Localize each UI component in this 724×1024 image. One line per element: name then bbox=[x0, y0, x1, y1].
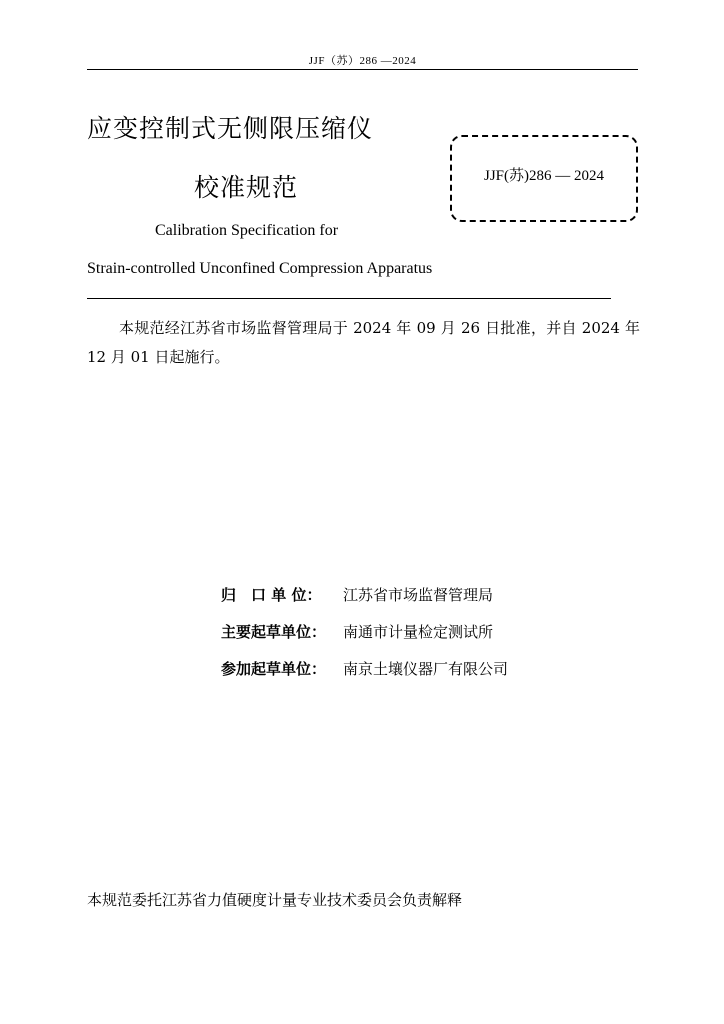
unit-row-responsible bbox=[221, 584, 508, 621]
english-title-line1: Calibration Specification for bbox=[155, 222, 339, 239]
english-title-line2: Strain-controlled Unconfined Compression Apparatus bbox=[87, 260, 433, 277]
document-title-line1: 应变控制式无侧限压缩仪 bbox=[87, 114, 374, 143]
running-header: JJF（苏）286 —2024 bbox=[308, 55, 417, 67]
unit-label: 参加起草单位： bbox=[221, 660, 327, 678]
specification-code: JJF(苏)286 — 2024 bbox=[483, 168, 604, 184]
unit-value: 南京土壤仪器厂有限公司 bbox=[343, 660, 509, 678]
unit-row-participating-drafter bbox=[221, 658, 508, 695]
drafting-units bbox=[221, 584, 508, 695]
unit-row-main-drafter bbox=[221, 621, 508, 658]
unit-label: 主要起草单位： bbox=[221, 623, 327, 641]
unit-value: 南通市计量检定测试所 bbox=[343, 623, 494, 641]
header-rule bbox=[87, 69, 638, 70]
approval-statement: 本规范经江苏省市场监督管理局于 2024 年 09 月 26 日批准，并自 2024 年 12 月 01 日起施行。 bbox=[87, 319, 640, 366]
unit-value: 江苏省市场监督管理局 bbox=[343, 586, 494, 604]
interpretation-note: 本规范委托江苏省力值硬度计量专业技术委员会负责解释 bbox=[87, 891, 463, 909]
title-rule bbox=[87, 298, 611, 299]
document-title-line2: 校准规范 bbox=[194, 173, 299, 202]
unit-label: 归 口 单 位： bbox=[221, 586, 322, 604]
